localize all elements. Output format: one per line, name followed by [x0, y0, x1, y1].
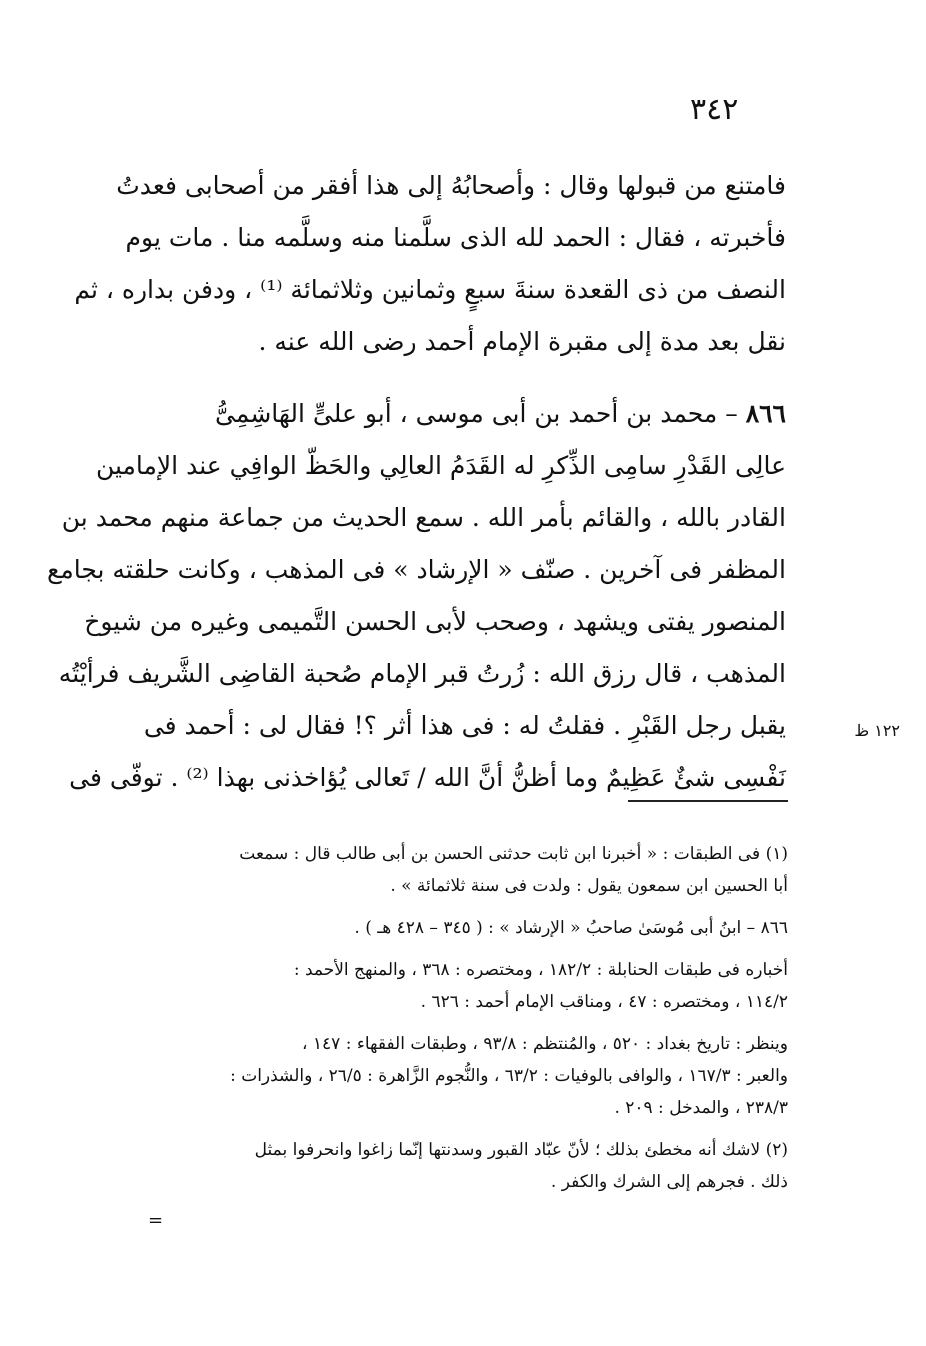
text-line: النصف من ذى القعدة سنةَ سبعٍ وثمانين وثلاثمائة ⁽¹⁾ ، ودفن بداره ، ثم — [74, 275, 786, 304]
text-line: المنصور يفتى ويشهد ، وصحب لأبى الحسن التَّميمى وغيره من شيوخ — [84, 607, 786, 636]
footnote-divider — [628, 800, 788, 802]
entry-heading — [118, 388, 786, 440]
footnote-line: ذلك . فجرهم إلى الشرك والكفر . — [550, 1172, 788, 1192]
text-line: المذهب ، قال رزق الله : زُرتُ قبر الإمام صُحبة القاضِى الشَّريف فرأيْتُه — [58, 659, 786, 688]
footnote-line: والعبر : ١٦٧/٣ ، والوافى بالوفيات : ٦٣/٢ ، والنُّجوم الزَّاهرة : ٢٦/٥ ، والشذرات : — [230, 1066, 788, 1086]
entry-number: ٨٦٦ — [745, 399, 786, 428]
main-text — [47, 160, 786, 804]
footnote-entry-line: ٨٦٦ – ابنُ أبى مُوسَىٰ صاحبُ « الإرشاد » : ( ٣٤٥ – ٤٢٨ هـ ) . — [354, 918, 788, 938]
footnote-line: (١) فى الطبقات : « أخبرنا ابن ثابت حدثنى الحسن بن أبى طالب قال : سمعت — [239, 844, 788, 864]
footnote-line: أبا الحسين ابن سمعون يقول : ولدت فى سنة ثلاثمائة » . — [390, 876, 788, 896]
footnote-line: وينظر : تاريخ بغداد : ٥٢٠ ، والمُنتظم : ٩٣/٨ ، وطبقات الفقهاء : ١٤٧ ، — [302, 1034, 788, 1054]
text-line: المظفر فى آخرين . صنّف « الإرشاد » فى المذهب ، وكانت حلقته بجامع — [47, 555, 786, 584]
entry-heading-text: – محمد بن أحمد بن أبى موسى ، أبو علىٍّ الهَاشِمِىُّ — [215, 399, 746, 428]
text-line: يقبل رجل القَبْرِ . فقلتُ له : فى هذا أثر ؟! فقال لى : أحمد فى — [143, 711, 786, 740]
footnote-line: (٢) لاشك أنه مخطئ بذلك ؛ لأنّ عبّاد القبور وسدنتها إنّما زاغوا وانحرفوا بمثل — [254, 1140, 788, 1160]
text-line: فامتنع من قبولها وقال : وأصحابُهُ إلى هذا أفقر من أصحابى فعدتُ — [116, 171, 786, 200]
text-line: القادر بالله ، والقائم بأمر الله . سمع الحديث من جماعة منهم محمد بن — [61, 503, 786, 532]
text-line: نقل بعد مدة إلى مقبرة الإمام أحمد رضى الله عنه . — [258, 327, 786, 356]
footnote-line: ١١٤/٢ ، ومختصره : ٤٧ ، ومناقب الإمام أحمد : ٦٢٦ . — [420, 992, 788, 1012]
continuation-mark: = — [148, 1210, 164, 1231]
text-line: نَفْسِى شئٌ عَظِيمٌ وما أظنُّ أنَّ الله / تَعالى يُؤاخذنى بهذا ⁽²⁾ . توفّى فى — [69, 763, 786, 792]
text-line: عالِى القَدْرِ سامِى الذِّكرِ له القَدَمُ العالِي والحَظّ الوافِي عند الإمامين — [95, 451, 786, 480]
margin-folio-note: ١٢٢ ظ — [854, 721, 900, 740]
footnote-line: أخباره فى طبقات الحنابلة : ١٨٢/٢ ، ومختصره : ٣٦٨ ، والمنهج الأحمد : — [293, 960, 788, 980]
text-line: فأخبرته ، فقال : الحمد لله الذى سلَّمنا منه وسلَّمه منا . مات يوم — [125, 223, 786, 252]
footnotes — [128, 838, 788, 1198]
page-number: ٣٤٢ — [690, 92, 739, 127]
footnote-line: ٢٣٨/٣ ، والمدخل : ٢٠٩ . — [614, 1098, 788, 1118]
